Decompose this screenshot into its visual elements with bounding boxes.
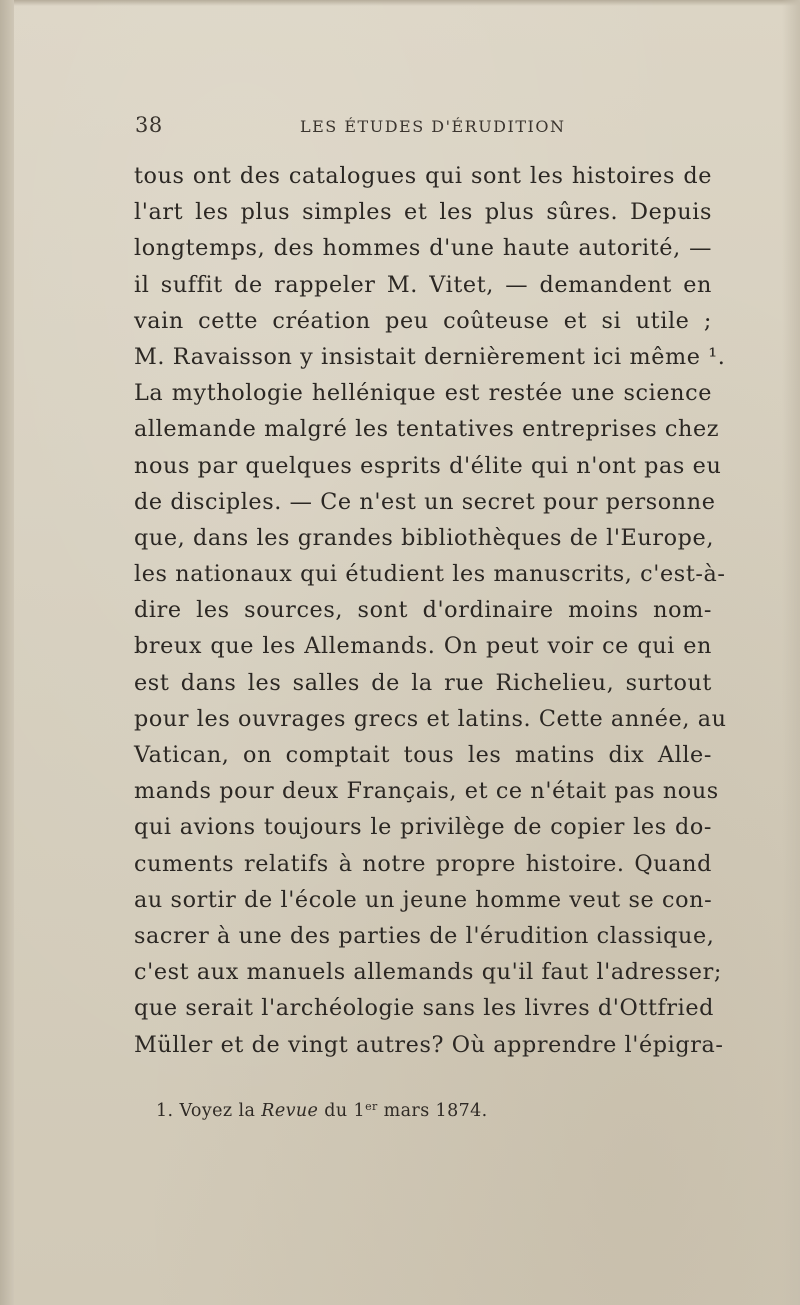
text-line: c'est aux manuels allemands qu'il faut l'adresser; (134, 959, 722, 986)
footnote-superscript: er (365, 1100, 378, 1113)
footnote-journal-title: Revue (261, 1101, 319, 1121)
body-text (134, 158, 727, 1063)
text-line: que, dans les grandes bibliothèques de l'Europe, (134, 524, 715, 551)
page-header (135, 113, 715, 143)
text-line: vain cette création peu coûteuse et si utile ; (134, 307, 712, 334)
page-top-edge (0, 0, 800, 6)
running-head: LES ÉTUDES D'ÉRUDITION (300, 117, 566, 136)
text-line: M. Ravaisson y insistait dernièrement ici même ¹. (134, 343, 726, 370)
text-line: de disciples. — Ce n'est un secret pour personne (134, 488, 716, 515)
text-line: Vatican, on comptait tous les matins dix Alle- (134, 742, 712, 768)
footnote (156, 1100, 656, 1121)
text-line: sacrer à une des parties de l'érudition classique, (134, 922, 715, 949)
text-line: il suffit de rappeler M. Vitet, — demandent en (134, 271, 712, 298)
text-line: les nationaux qui étudient les manuscrits, c'est-à- (134, 561, 726, 588)
text-line: longtemps, des hommes d'une haute autorité, — (134, 235, 712, 262)
text-line: nous par quelques esprits d'élite qui n'ont pas eu (134, 452, 722, 479)
page-number: 38 (135, 113, 163, 137)
text-line: dire les sources, sont d'ordinaire moins nom- (134, 597, 712, 624)
text-line: l'art les plus simples et les plus sûres. Depuis (134, 199, 712, 226)
footnote-text-after: mars 1874. (383, 1101, 488, 1121)
text-line: allemande malgré les tentatives entreprises chez (134, 416, 720, 443)
page-right-edge (782, 0, 800, 1305)
text-line: au sortir de l'école un jeune homme veut se con- (134, 886, 713, 913)
text-line: est dans les salles de la rue Richelieu, surtout (134, 669, 712, 696)
text-line: pour les ouvrages grecs et latins. Cette année, au (134, 705, 727, 732)
text-line: tous ont des catalogues qui sont les histoires de (134, 163, 712, 189)
text-line: qui avions toujours le privilège de copier les do- (134, 814, 712, 841)
page-left-edge (0, 0, 14, 1305)
footnote-number: 1. (156, 1101, 174, 1121)
text-line: mands pour deux Français, et ce n'était pas nous (134, 778, 719, 805)
footnote-text-before: Voyez la (179, 1101, 256, 1121)
text-line: Müller et de vingt autres? Où apprendre l'épigra- (134, 1031, 724, 1058)
text-line: breux que les Allemands. On peut voir ce qui en (134, 633, 712, 660)
text-line: cuments relatifs à notre propre histoire. Quand (134, 850, 712, 877)
text-line: La mythologie hellénique est restée une science (134, 380, 712, 407)
text-line: que serait l'archéologie sans les livres d'Ottfried (134, 995, 715, 1022)
footnote-text-middle: du 1 (324, 1101, 366, 1121)
